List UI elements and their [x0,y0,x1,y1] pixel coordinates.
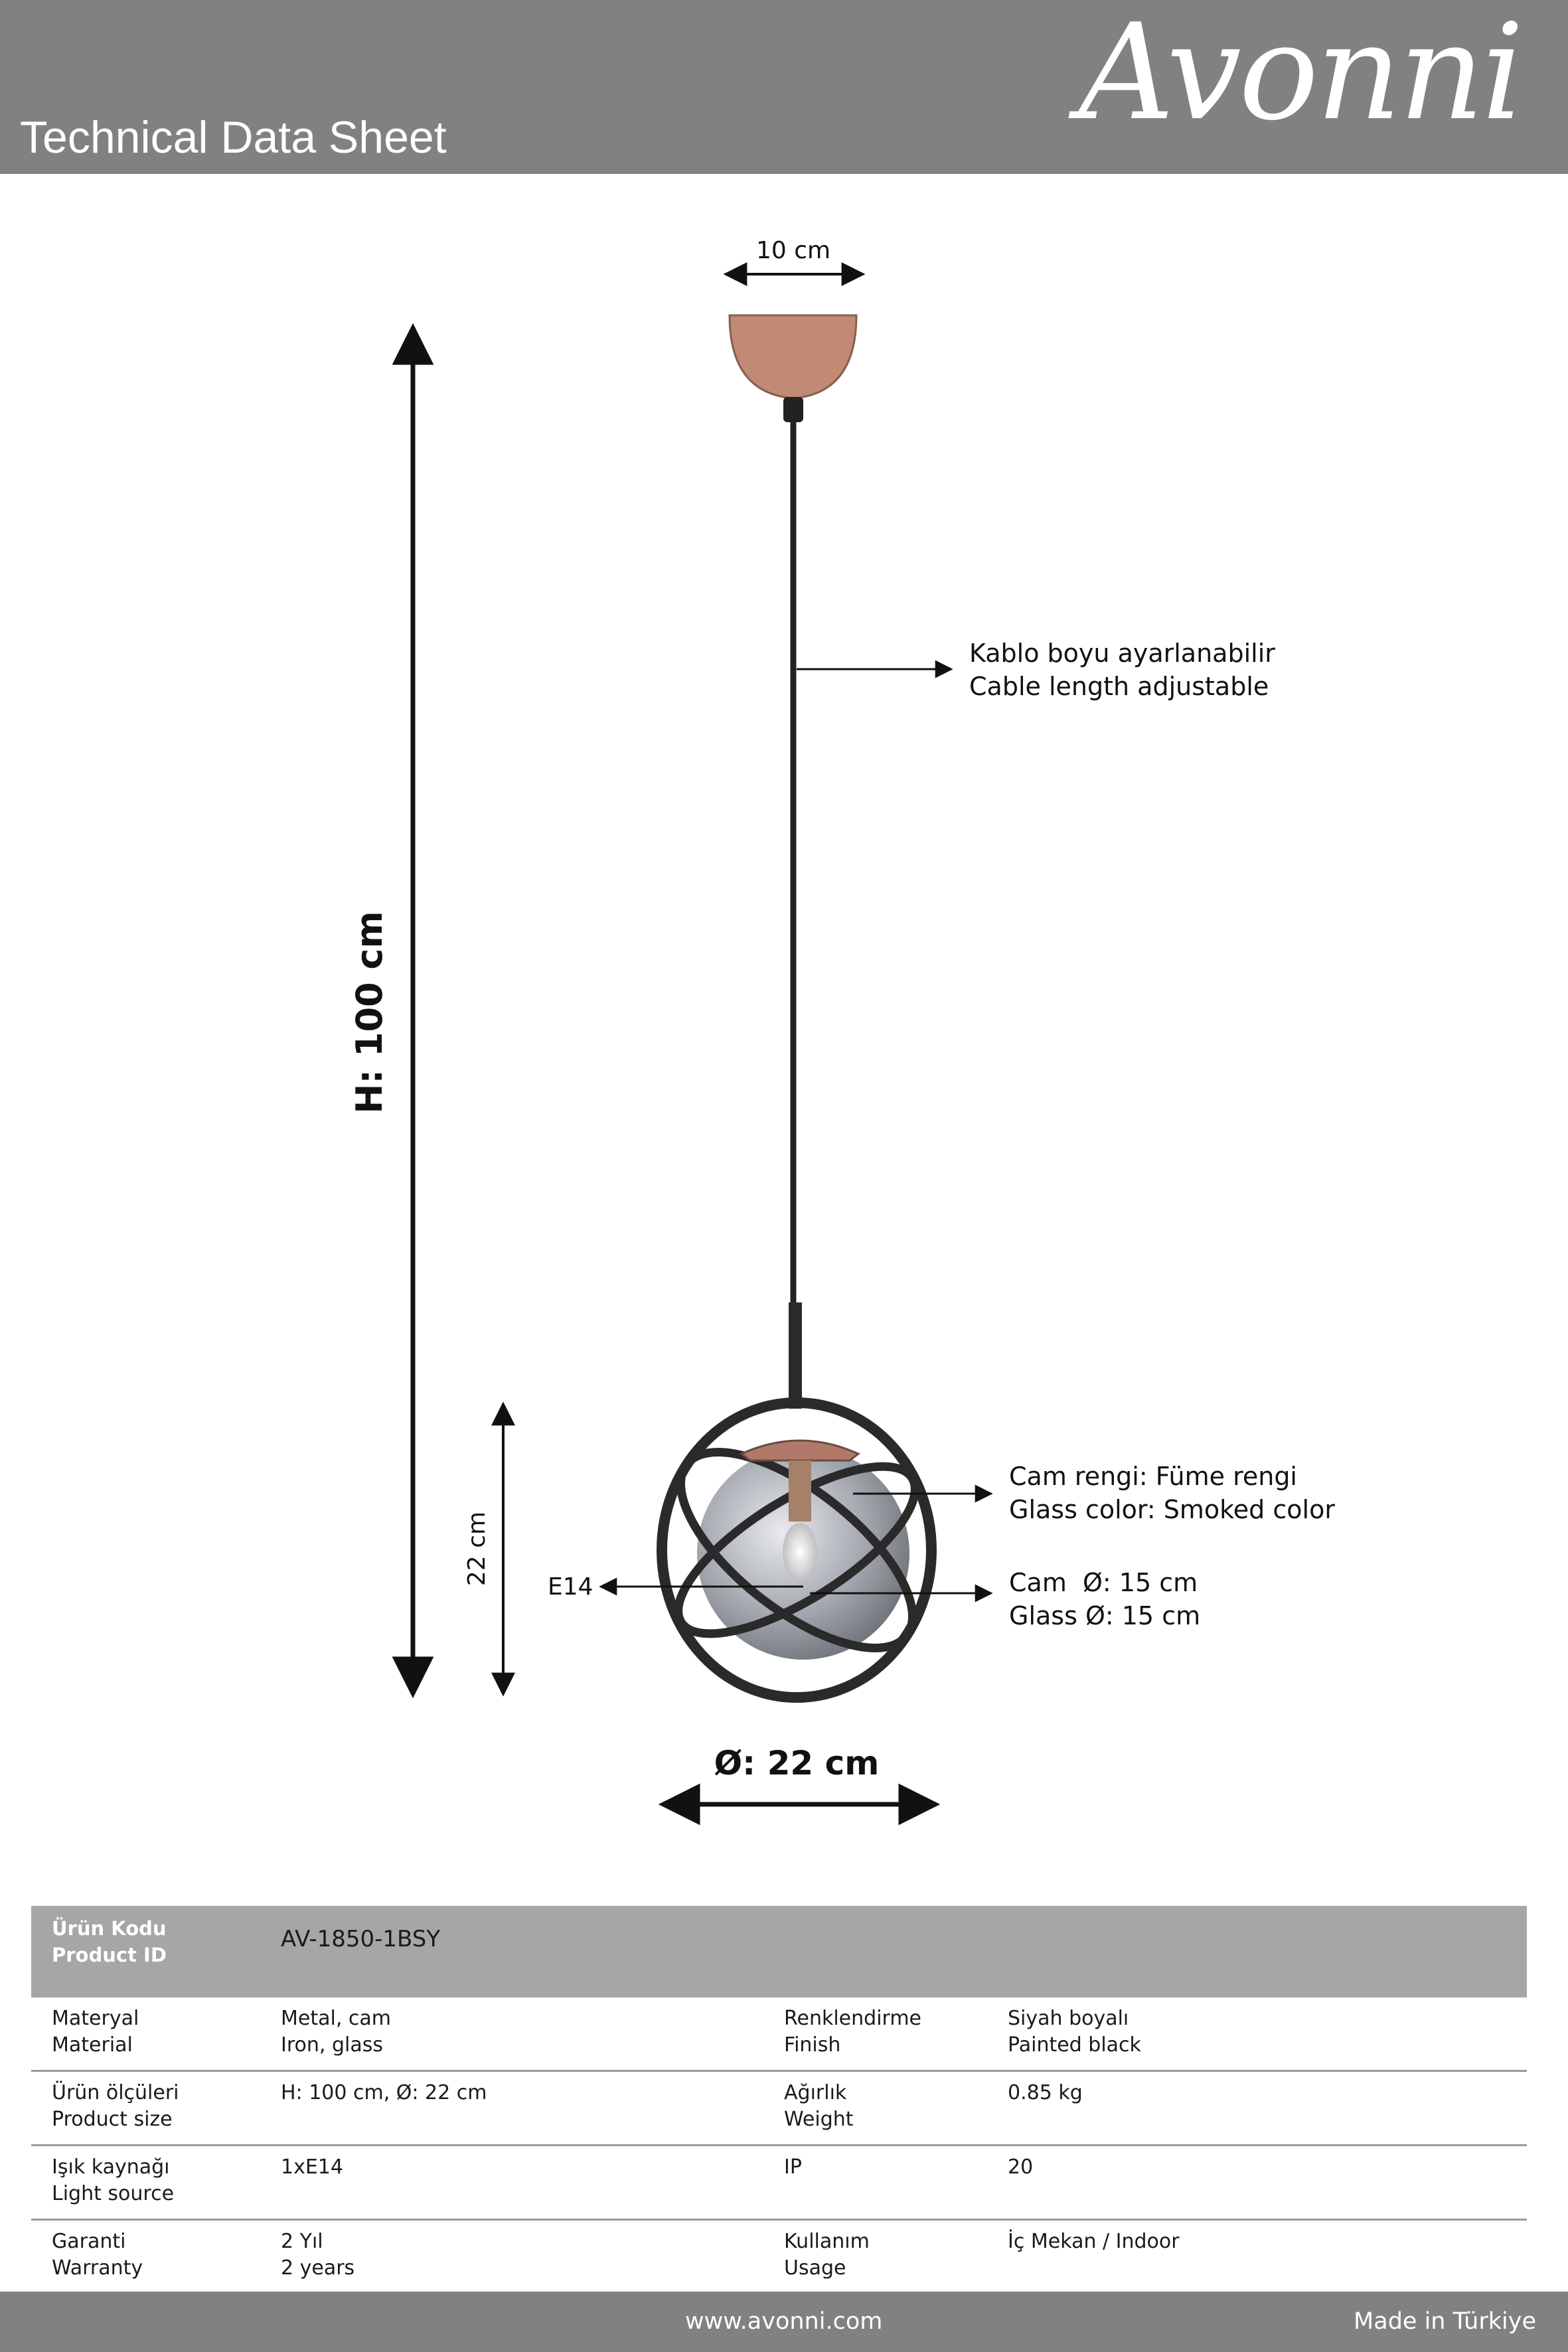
cable-note-tr: Kablo boyu ayarlanabilir [969,639,1275,668]
product-id-label-tr: Ürün Kodu [52,1917,167,1940]
product-id-label [31,1906,281,1998]
glass-color-tr: Cam rengi: Füme rengi [1009,1462,1297,1491]
row-value-right [1008,2146,1527,2220]
glass-diameter-en: Glass Ø: 15 cm [1009,1601,1201,1630]
row-value-right-1: 0.85 kg [1008,2081,1083,2104]
row-label-tr: Materyal [52,2007,139,2030]
row-value [281,2220,784,2294]
row-value-right-2: Painted black [1008,2033,1141,2057]
cable-note-en: Cable length adjustable [969,672,1269,701]
table-row [31,2146,1527,2220]
row-value-right-1: Siyah boyalı [1008,2007,1129,2030]
row-label-right [784,2220,1008,2294]
canopy-cap [783,397,803,422]
table-row [31,2071,1527,2146]
shade-cap [742,1441,858,1460]
made-in-label: Made in Türkiye [1354,2308,1536,2335]
stem-tube [789,1302,802,1409]
table-header-row [31,1906,1527,1998]
row-label-en: Product size [52,2108,173,2131]
row-label [31,2071,281,2146]
row-value [281,1998,784,2071]
row-value-right-1: 20 [1008,2156,1034,2179]
row-label-right [784,2071,1008,2146]
header-bar [0,0,1568,174]
row-value-right [1008,1998,1527,2071]
row-value-1: 1xE14 [281,2156,343,2179]
row-value-1: 2 Yıl [281,2230,323,2253]
glass-color-en: Glass color: Smoked color [1009,1495,1335,1524]
bulb [783,1523,817,1581]
page-title: Technical Data Sheet [20,112,447,163]
row-label-right-en: Finish [784,2033,841,2057]
row-label-right-tr: Kullanım [784,2230,870,2253]
row-label-tr: Ürün ölçüleri [52,2081,179,2104]
row-value [281,2146,784,2220]
row-label-right-tr: Renklendirme [784,2007,922,2030]
spec-table [31,1906,1527,2295]
row-label-tr: Işık kaynağı [52,2156,170,2179]
row-value-right [1008,2071,1527,2146]
row-value-2: Iron, glass [281,2033,383,2057]
total-height-label: H: 100 cm [349,911,390,1114]
shade-height-label: 22 cm [463,1511,491,1587]
glass-diameter-tr: Cam Ø: 15 cm [1009,1568,1198,1597]
row-label-right-tr: IP [784,2156,802,2179]
row-value-1: H: 100 cm, Ø: 22 cm [281,2081,487,2104]
row-value-right-1: İç Mekan / Indoor [1008,2230,1180,2253]
product-id-label-en: Product ID [52,1944,167,1966]
row-value [281,2071,784,2146]
row-label-right [784,2146,1008,2220]
row-value-right [1008,2220,1527,2294]
row-label-en: Warranty [52,2256,143,2280]
row-label-en: Material [52,2033,133,2057]
pendant-shade [650,1403,943,1697]
footer-bar [0,2292,1568,2352]
row-label-right-en: Weight [784,2108,854,2131]
website-link[interactable]: www.avonni.com [685,2308,883,2335]
row-value-1: Metal, cam [281,2007,391,2030]
product-drawing [0,174,1568,1900]
row-label-en: Light source [52,2182,175,2205]
product-id-value: AV-1850-1BSY [281,1906,1527,1998]
table-row [31,2220,1527,2294]
row-label-tr: Garanti [52,2230,126,2253]
table-row [31,1998,1527,2071]
ceiling-canopy [730,315,856,398]
row-label [31,1998,281,2071]
row-label [31,2146,281,2220]
brand-logo: Avonni [1078,0,1522,150]
socket-label: E14 [548,1573,593,1601]
row-label [31,2220,281,2294]
row-label-right-tr: Ağırlık [784,2081,847,2104]
row-label-right [784,1998,1008,2071]
row-label-right-en: Usage [784,2256,846,2280]
shade-diameter-label: Ø: 22 cm [714,1744,880,1782]
row-value-2: 2 years [281,2256,355,2280]
canopy-width-label: 10 cm [755,237,831,264]
socket-holder [789,1460,811,1522]
